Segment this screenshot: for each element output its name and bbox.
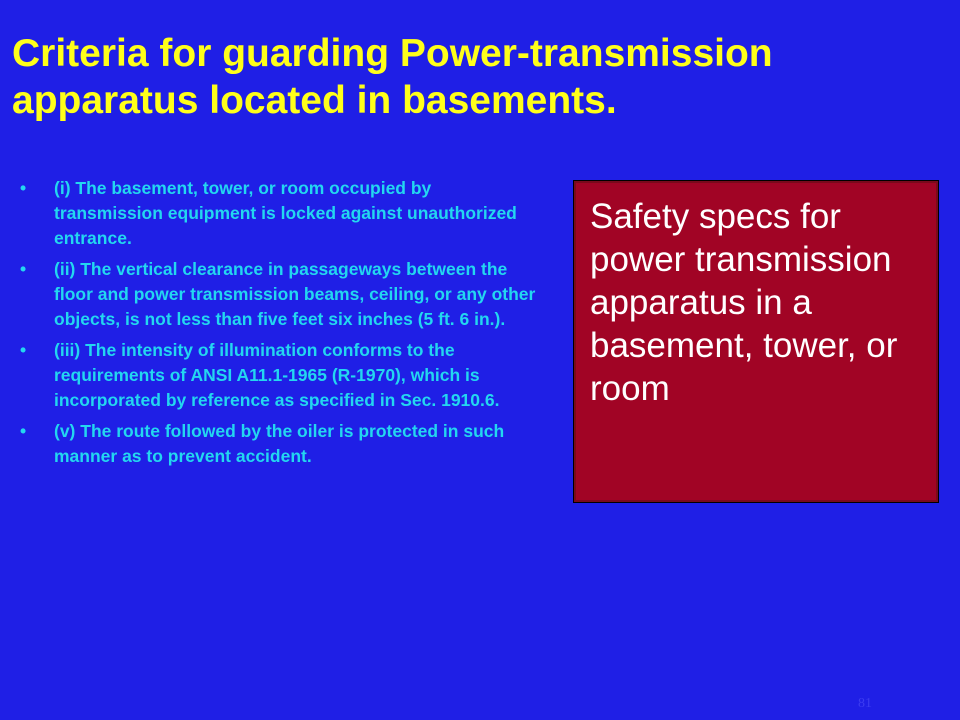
page-number: 81: [858, 696, 872, 711]
bullet-dot-icon: •: [20, 259, 27, 279]
bullet-dot-icon: •: [20, 178, 27, 198]
bullet-dot-icon: •: [20, 340, 27, 360]
bullet-text: (i) The basement, tower, or room occupied by transmission equipment is locked against unauthorized entrance.: [54, 178, 517, 248]
bullet-dot-icon: •: [20, 421, 27, 441]
bullet-text: (v) The route followed by the oiler is protected in such manner as to prevent accident.: [54, 421, 505, 466]
bullet-text: (ii) The vertical clearance in passageways between the floor and power transmission beams, ceiling, or any other objects, is not less than five feet six inches (5 ft. 6 in.).: [54, 259, 536, 329]
bullet-item-4: [20, 419, 540, 469]
bullet-text: (iii) The intensity of illumination conforms to the requirements of ANSI A11.1-1965 (R-1970), which is incorporated by reference as specified in Sec. 1910.6.: [54, 340, 500, 410]
bullet-item-3: [20, 338, 540, 413]
callout-box: [574, 181, 938, 502]
bullet-list: [20, 176, 540, 475]
slide-title: Criteria for guarding Power-transmission apparatus located in basements.: [12, 32, 773, 122]
bullet-item-2: [20, 257, 540, 332]
callout-text: Safety specs for power transmission apparatus in a basement, tower, or room: [590, 197, 898, 408]
bullet-item-1: [20, 176, 540, 251]
